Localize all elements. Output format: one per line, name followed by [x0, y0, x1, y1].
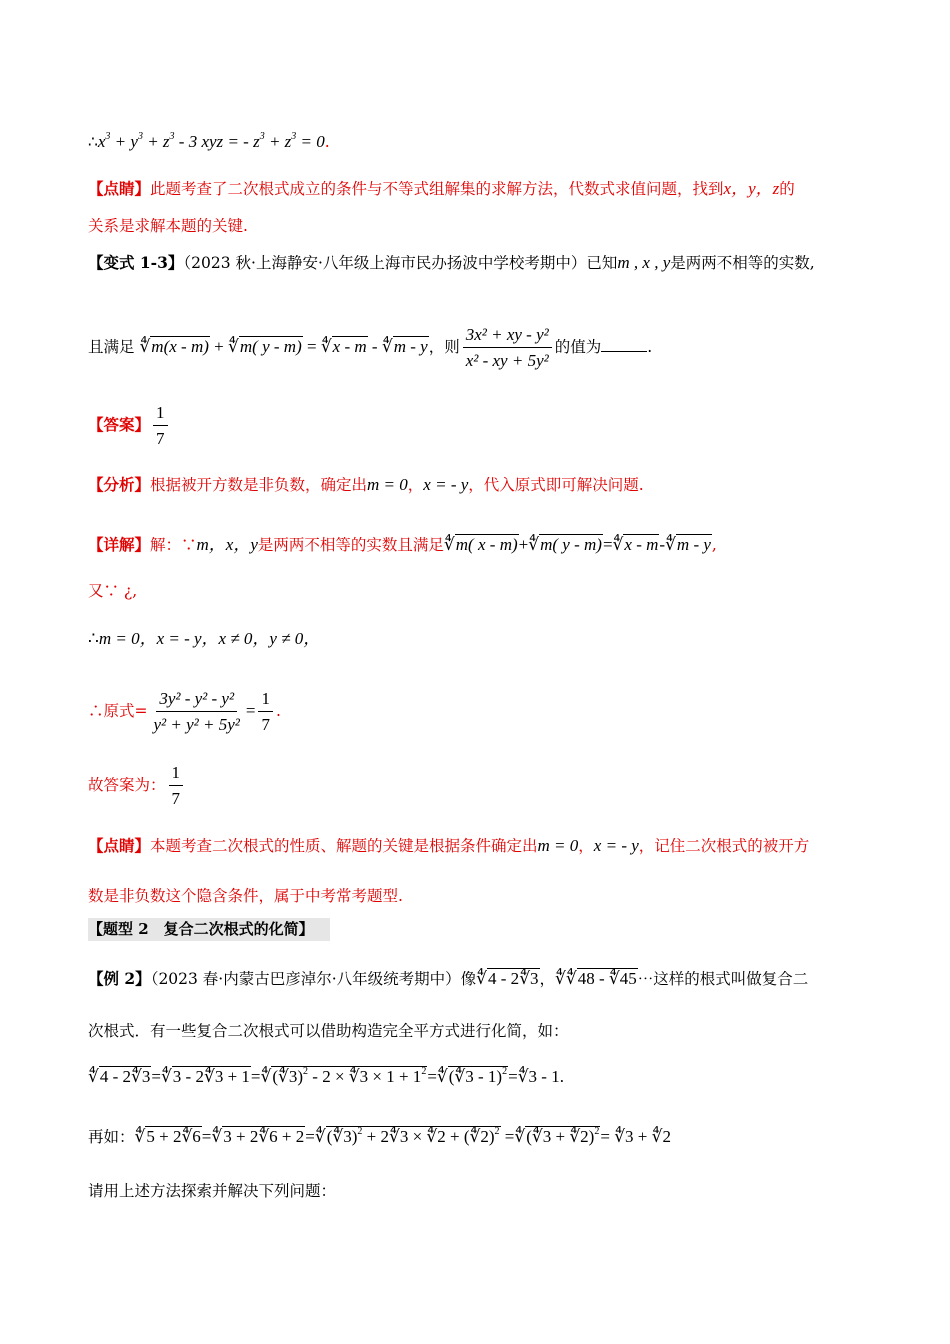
original-result-fraction: $\frac{1}{7}$ [258, 688, 273, 736]
final-answer-fraction: $\frac{1}{7}$ [169, 762, 184, 810]
example2-header: 【例 2】（2023 春·内蒙古巴彦淖尔·八年级统考期中）像∜4 - 2∜3，∜∜48 - ∜45⋯这样的根式叫做复合二 [88, 969, 809, 989]
dianjing-paragraph-2-cont: 数是非负数这个隐含条件，属于中考常考题型. [88, 887, 403, 905]
final-answer-line: 故答案为： $\frac{1}{7}$ [88, 762, 870, 808]
answer-fraction: $\frac{1}{7}$ [153, 402, 168, 450]
analysis-line: 【分析】根据被开方数是非负数，确定出m = 0，x = - y，代入原式即可解决问题. [88, 475, 644, 494]
original-expression-line: ∴原式= $\frac{\text{3y² - y² - y²}}{\text{y² + y² + 5y²}}$ = $\frac{1}{7}$ . [88, 689, 281, 734]
section-heading: 【题型 2 复合二次根式的化简】 [88, 918, 330, 941]
example2-worked-1: ∜4 - 2∜3=∜3 - 2∜3 + 1=∜(∜3)$^2$ - 2 × ∜3 × $1 + 1^2=∜(∜3$ - 1)$^2$=∜3 - 1. [88, 1066, 564, 1087]
example2-text: 次根式．有一些复合二次根式可以借助构造完全平方式进行化简，如： [88, 1022, 569, 1040]
you-line: 又∵ ¿, [88, 582, 138, 600]
target-fraction: $\frac{\text{3x² + xy - y²}}{\text{x² - xy + 5y²}}$ [463, 324, 552, 372]
answer-line: 【答案】 $\frac{1}{7}$ [88, 402, 870, 448]
conclusion-line: ∴m = 0，x = - y，x ≠ 0，y ≠ 0， [88, 629, 321, 648]
dianjing-paragraph-1: 【点睛】此题考查了二次根式成立的条件与不等式组解集的求解方法，代数式求值问题，找到x，y，z的 [88, 179, 795, 198]
example2-worked-2: 再如：∜5 + 2∜6=∜3 + 2∜6 + 2=∜(∜3)$^2$ + 2∜3 × ∜2 + (∜2)$^2$ =∜(∜3 + ∜2)$^2$= ∜3 + ∜2 [88, 1126, 671, 1147]
detail-line: 【详解】解：∵m，x，y是两两不相等的实数且满足∜m( x - m)+∜m( y - m)=∜x - m-∜m - y, [88, 535, 717, 555]
dianjing-paragraph-2: 【点睛】本题考查二次根式的性质、解题的关键是根据条件确定出m = 0，x = - y，记住二次根式的被开方 [88, 836, 810, 855]
variant-question-header: 【变式 1-3】（2023 秋·上海静安·八年级上海市民办扬波中学校考期中）已知m , x , y是两两不相等的实数, [88, 253, 815, 272]
answer-blank [601, 337, 647, 352]
original-fraction: $\frac{\text{3y² - y² - y²}}{\text{y² + y² + 5y²}}$ [153, 689, 240, 734]
instruction-line: 请用上述方法探索并解决下列问题： [88, 1182, 337, 1200]
dianjing-paragraph-1-cont: 关系是求解本题的关键. [88, 217, 248, 235]
equation-line-xyz: $\therefore x^3 + y^3 + z^3 - 3$ xyz = - $z^3 + z^3 = 0$. [88, 131, 330, 151]
variant-question-condition: 且满足 ∜m(x - m) + ∜m( y - m) = ∜x - m - ∜m - y，则 $\frac{\text{3x² + xy - y²}}{\text{x² - xy + 5y²}}$ 的值为 . [88, 325, 653, 370]
